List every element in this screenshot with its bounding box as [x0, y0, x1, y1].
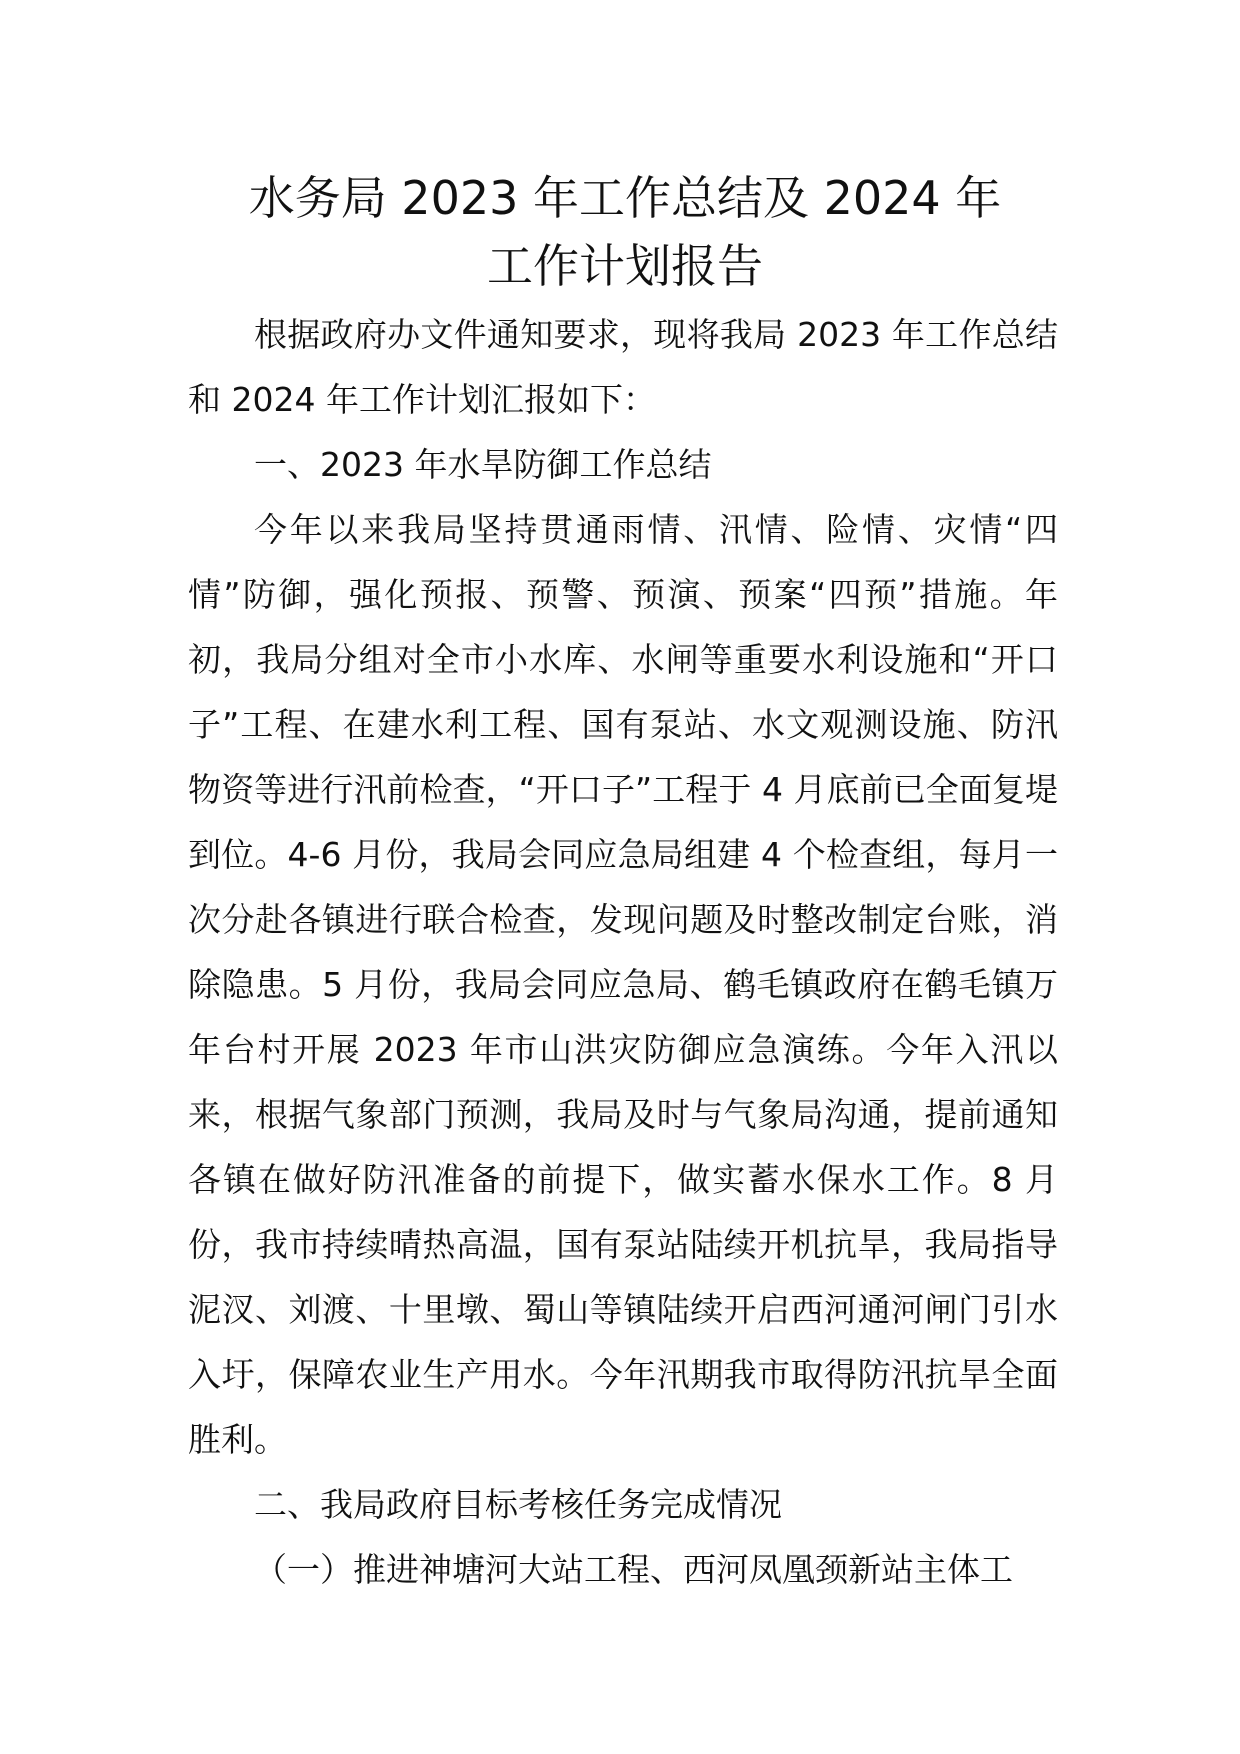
intro-paragraph: 根据政府办文件通知要求，现将我局 2023 年工作总结和 2024 年工作计划汇报如下：: [188, 315, 1058, 419]
document-body: [188, 302, 1058, 1602]
document-title-line-2: 工作计划报告: [487, 239, 763, 293]
subsection-1-paragraph: （一）推进神塘河大站工程、西河凤凰颈新站主体工: [254, 1550, 1013, 1589]
flood-drought-summary-paragraph: 今年以来我局坚持贯通雨情、汛情、险情、灾情“四情”防御，强化预报、预警、预演、预案“四预”措施。年初，我局分组对全市小水库、水闸等重要水利设施和“开口子”工程、在建水利工程、国有泵站、水文观测设施、防汛物资等进行汛前检查，“开口子”工程于 4 月底前已全面复堤到位。4-6 月份，我局会同应急局组建 4 个检查组，每月一次分赴各镇进行联合检查，发现问题及时整改制定台账，消除隐患。5 月份，我局会同应急局、鹤毛镇政府在鹤毛镇万年台村开展 2023 年市山洪灾防御应急演练。今年入汛以来，根据气象部门预测，我局及时与气象局沟通，提前通知各镇在做好防汛准备的前提下，做实蓄水保水工作。8 月份，我市持续晴热高温，国有泵站陆续开机抗旱，我局指导泥汊、刘渡、十里墩、蜀山等镇陆续开启西河通河闸门引水入圩，保障农业生产用水。今年汛期我市取得防汛抗旱全面胜利。: [188, 510, 1058, 1459]
section-heading-2: 二、我局政府目标考核任务完成情况: [254, 1485, 782, 1524]
document-title-line-1: 水务局 2023 年工作总结及 2024 年: [248, 171, 1002, 225]
section-heading-1: 一、2023 年水旱防御工作总结: [254, 445, 712, 484]
